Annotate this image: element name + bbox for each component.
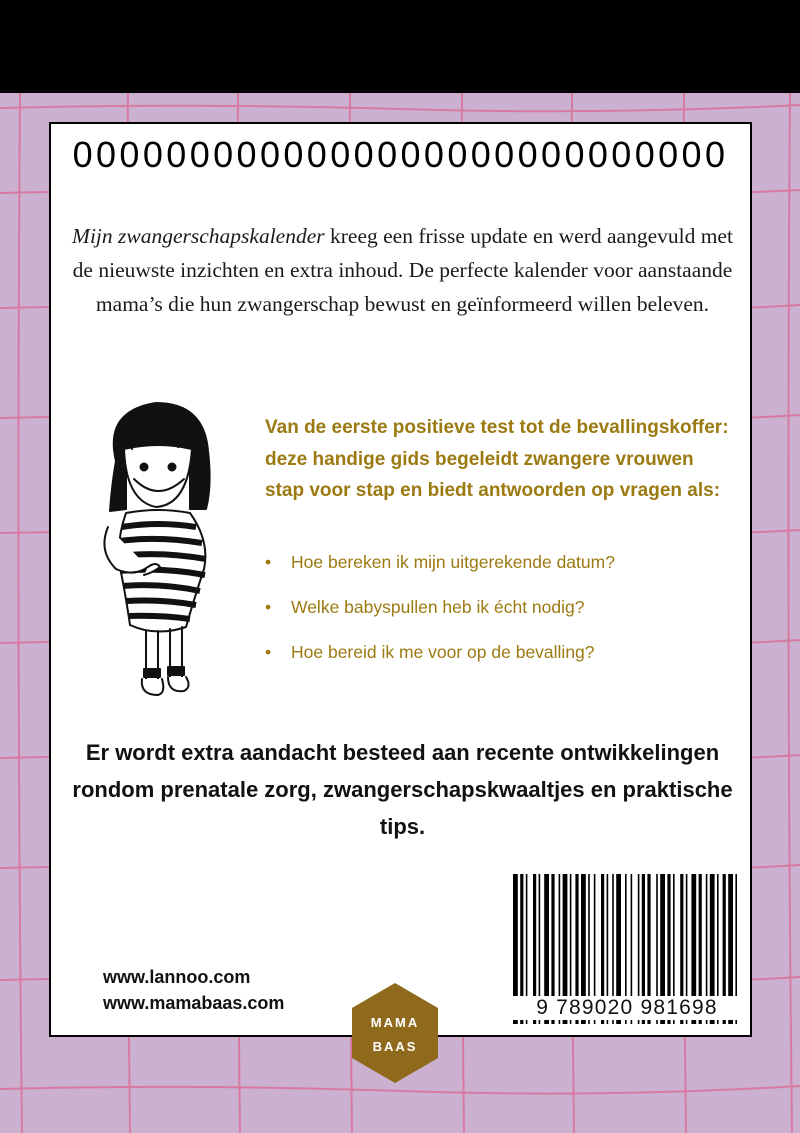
extra-attention-paragraph: Er wordt extra aandacht besteed aan recente ontwikkelingen rondom prenatale zorg, zwangerschapskwaaltjes en praktische tips. xyxy=(72,740,733,839)
book-title: Mijn zwangerschapskalender xyxy=(72,224,325,248)
list-item: • Welke babyspullen heb ik écht nodig? xyxy=(265,597,585,617)
publisher-urls xyxy=(103,964,284,1016)
svg-text:BAAS: BAAS xyxy=(372,1039,418,1054)
intro-paragraph xyxy=(71,219,734,321)
url-mamabaas[interactable]: www.mamabaas.com xyxy=(103,993,285,1013)
isbn-number: 9 789020 981698 xyxy=(509,996,745,1020)
bullet-icon: • xyxy=(265,552,272,572)
svg-text:MAMA: MAMA xyxy=(370,1015,420,1030)
pregnant-girl-illustration xyxy=(86,391,236,701)
intro-text: kreeg een frisse update en werd aangevuld met de nieuwste inzichten en extra inhoud. De perfecte kalender voor aanstaande mama’s die hun zwangerschap bewust en geïnformeerd willen beleven. xyxy=(72,224,733,316)
lead-paragraph: Van de eerste positieve test tot de bevallingskoffer: deze handige gids begeleidt zwangere vrouwen stap voor stap en biedt antwoorden op vragen als: xyxy=(265,417,729,501)
bullet-icon: • xyxy=(265,642,272,662)
list-item: • Hoe bereken ik mijn uitgerekende datum? xyxy=(265,552,615,572)
mama-baas-logo xyxy=(352,983,438,1083)
bullet-icon: • xyxy=(265,597,272,617)
top-black-band xyxy=(0,0,800,93)
calendar-card xyxy=(49,122,752,1037)
spiral-rings: 0000000000000000000000000000 xyxy=(72,134,729,175)
question-list xyxy=(265,550,735,685)
url-lannoo[interactable]: www.lannoo.com xyxy=(103,967,251,987)
list-item: • Hoe bereid ik me voor op de bevalling? xyxy=(265,642,595,662)
